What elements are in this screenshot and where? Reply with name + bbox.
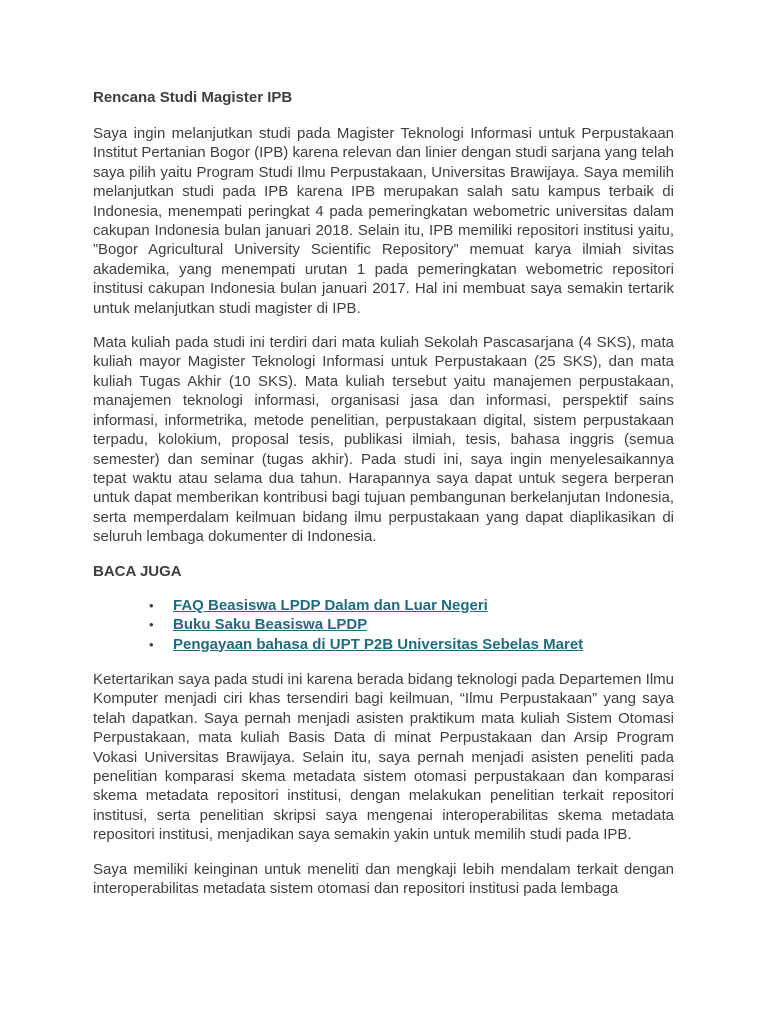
paragraph-courses: Mata kuliah pada studi ini terdiri dari mata kuliah Sekolah Pascasarjana (4 SKS), mata kuliah mayor Magister Teknologi Informasi untuk Perpustakaan (25 SKS), dan mata kuliah Tugas Akhir (10 SKS). Mata kuliah tersebut yaitu manajemen perpustakaan, manajemen teknologi informasi, organisasi jasa dan informasi, perspektif sains informasi, informetrika, metode penelitian, perpustakaan digital, sistem perpustakaan terpadu, kolokium, proposal tesis, publikasi ilmiah, tesis, bahasa inggris (semua semester) dan seminar (tugas akhir). Pada studi ini, saya ingin menyelesaikannya tepat waktu atau selama dua tahun. Harapannya saya dapat untuk segera berperan untuk dapat memberikan kontribusi bagi tujuan pembangunan berkelanjutan Indonesia, serta memperdalam keilmuan bidang ilmu perpustakaan yang dapat diaplikasikan di seluruh lembaga dokumenter di Indonesia. (93, 334, 674, 546)
link-faq-beasiswa-lpdp[interactable]: FAQ Beasiswa LPDP Dalam dan Luar Negeri (173, 596, 488, 614)
bullet-icon: • (149, 636, 154, 652)
document-title: Rencana Studi Magister IPB (93, 89, 293, 106)
paragraph-interest: Ketertarikan saya pada studi ini karena berada bidang teknologi pada Departemen Ilmu Komputer menjadi ciri khas tersendiri bagi keilmuan, “Ilmu Perpustakaan” yang saya telah dapatkan. Saya pernah menjadi asisten praktikum mata kuliah Sistem Otomasi Perpustakaan, mata kuliah Basis Data di minat Perpustakaan dan Arsip Program Vokasi Universitas Brawijaya. Selain itu, saya pernah menjadi asisten peneliti pada penelitian komparasi skema metadata sistem otomasi perpustakaan dan komparasi skema metadata repositori institusi, dengan melakukan penelitian terkait repositori institusi, serta penelitian skripsi saya mengenai interoperabilitas skema metadata repositori institusi, menjadikan saya semakin yakin untuk memilih studi pada IPB. (93, 671, 674, 844)
paragraph-motivation: Saya ingin melanjutkan studi pada Magister Teknologi Informasi untuk Perpustakaan Institut Pertanian Bogor (IPB) karena relevan dan linier dengan studi sarjana yang telah saya pilih yaitu Program Studi Ilmu Perpustakaan, Universitas Brawijaya. Saya memilih melanjutkan studi pada IPB karena IPB merupakan salah satu kampus terbaik di Indonesia, menempati peringkat 4 pada pemeringkatan webometric universitas dalam cakupan Indonesia bulan januari 2018. Selain itu, IPB memiliki repositori institusi yaitu, ”Bogor Agricultural University Scientific Repository” memuat karya ilmiah sivitas akademika, yang menempati urutan 1 pada pemeringkatan webometric repositori institusi cakupan Indonesia bulan januari 2017. Hal ini membuat saya semakin tertarik untuk melanjutkan studi magister di IPB. (93, 125, 674, 317)
read-also-heading: BACA JUGA (93, 562, 182, 580)
read-also-list (93, 596, 674, 655)
list-item (149, 635, 674, 655)
document-page (93, 88, 674, 899)
list-item (149, 596, 674, 616)
link-pengayaan-bahasa[interactable]: Pengayaan bahasa di UPT P2B Universitas Sebelas Maret (173, 635, 584, 653)
bullet-icon: • (149, 617, 154, 633)
paragraph-research: Saya memiliki keinginan untuk meneliti dan mengkaji lebih mendalam terkait dengan interoperabilitas metadata sistem otomasi dan repositori institusi pada lembaga (93, 860, 674, 898)
link-buku-saku-lpdp[interactable]: Buku Saku Beasiswa LPDP (173, 616, 368, 634)
list-item (149, 615, 674, 635)
bullet-icon: • (149, 597, 154, 613)
